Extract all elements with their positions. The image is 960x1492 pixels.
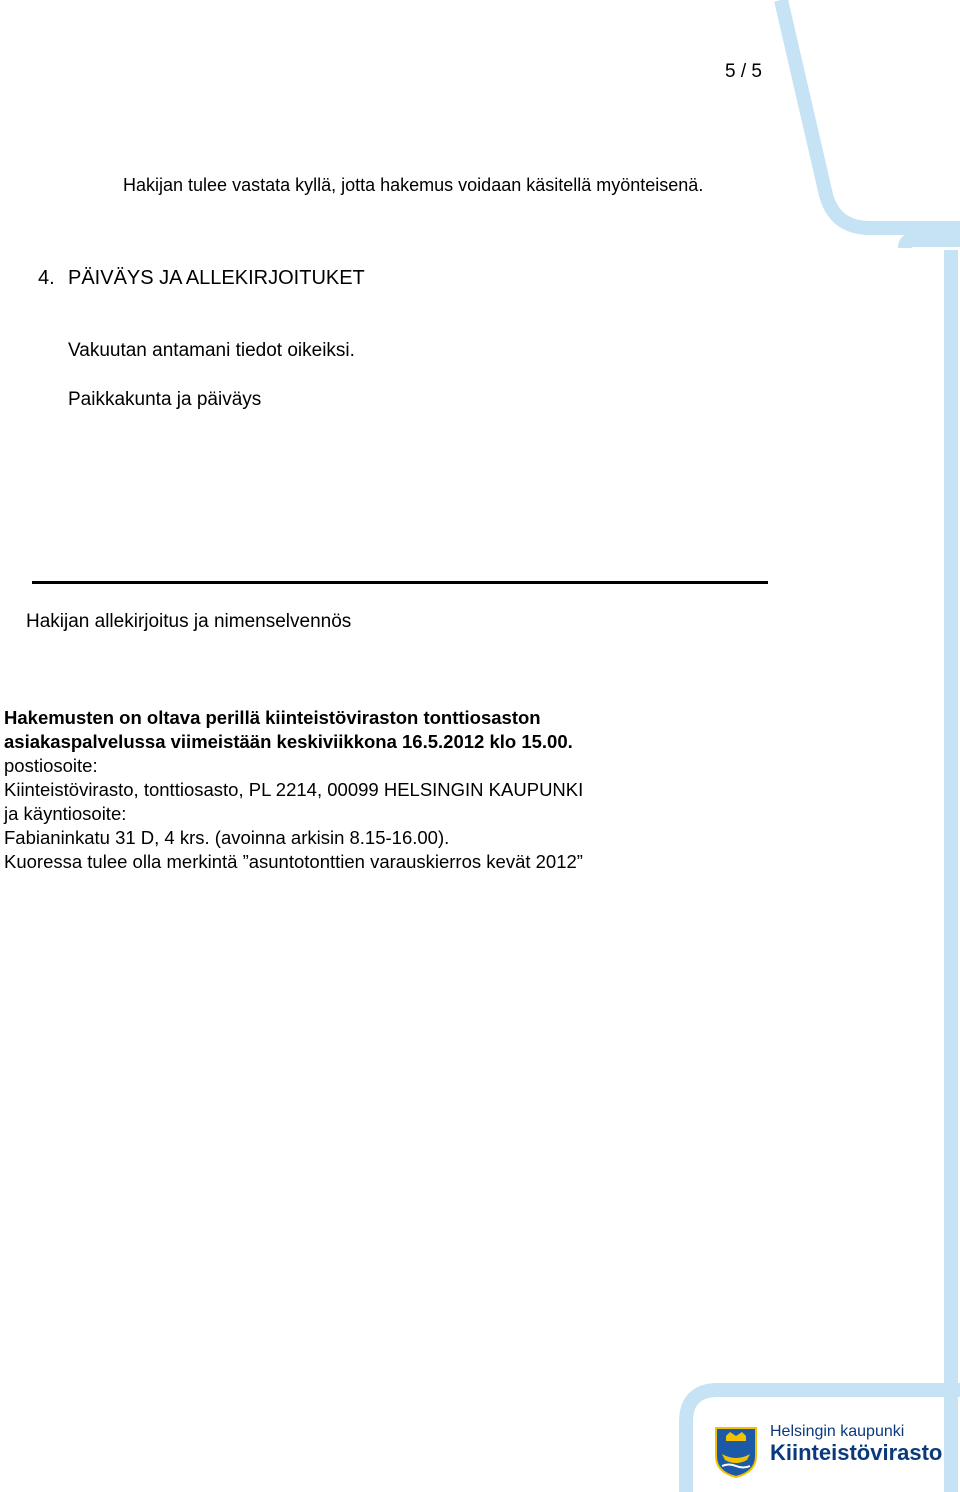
confirmation-text: Vakuutan antamani tiedot oikeiksi. <box>68 340 355 361</box>
visit-address: Fabianinkatu 31 D, 4 krs. (avoinna arkisin 8.15-16.00). <box>4 827 450 848</box>
visit-label: ja käyntiosoite: <box>4 803 127 824</box>
decorative-curve-upper <box>905 240 960 248</box>
helsinki-crest-icon <box>714 1426 758 1478</box>
decorative-line-main <box>781 0 960 228</box>
notice-deadline-line2: asiakaspalvelussa viimeistään keskiviikkona 16.5.2012 klo 15.00. <box>4 731 573 752</box>
logo-office-name: Kiinteistövirasto <box>770 1440 943 1465</box>
place-date-label: Paikkakunta ja päiväys <box>68 389 262 410</box>
signature-label: Hakijan allekirjoitus ja nimenselvennös <box>26 611 352 632</box>
envelope-note: Kuoressa tulee olla merkintä ”asuntotonttien varauskierros kevät 2012” <box>4 851 583 872</box>
submission-notice <box>4 706 583 874</box>
section-title: PÄIVÄYS JA ALLEKIRJOITUKET <box>68 267 365 289</box>
section-number: 4. <box>38 267 55 289</box>
signature-line <box>32 581 768 584</box>
intro-text: Hakijan tulee vastata kyllä, jotta hakemus voidaan käsitellä myönteisenä. <box>123 175 704 195</box>
section-heading <box>38 266 365 290</box>
postal-label: postiosoite: <box>4 755 98 776</box>
postal-address: Kiinteistövirasto, tonttiosasto, PL 2214, 00099 HELSINGIN KAUPUNKI <box>4 779 584 800</box>
notice-deadline-line1: Hakemusten on oltava perillä kiinteistöviraston tonttiosaston <box>4 707 541 728</box>
logo-city-name: Helsingin kaupunki <box>770 1423 905 1440</box>
page-number: 5 / 5 <box>725 61 762 82</box>
